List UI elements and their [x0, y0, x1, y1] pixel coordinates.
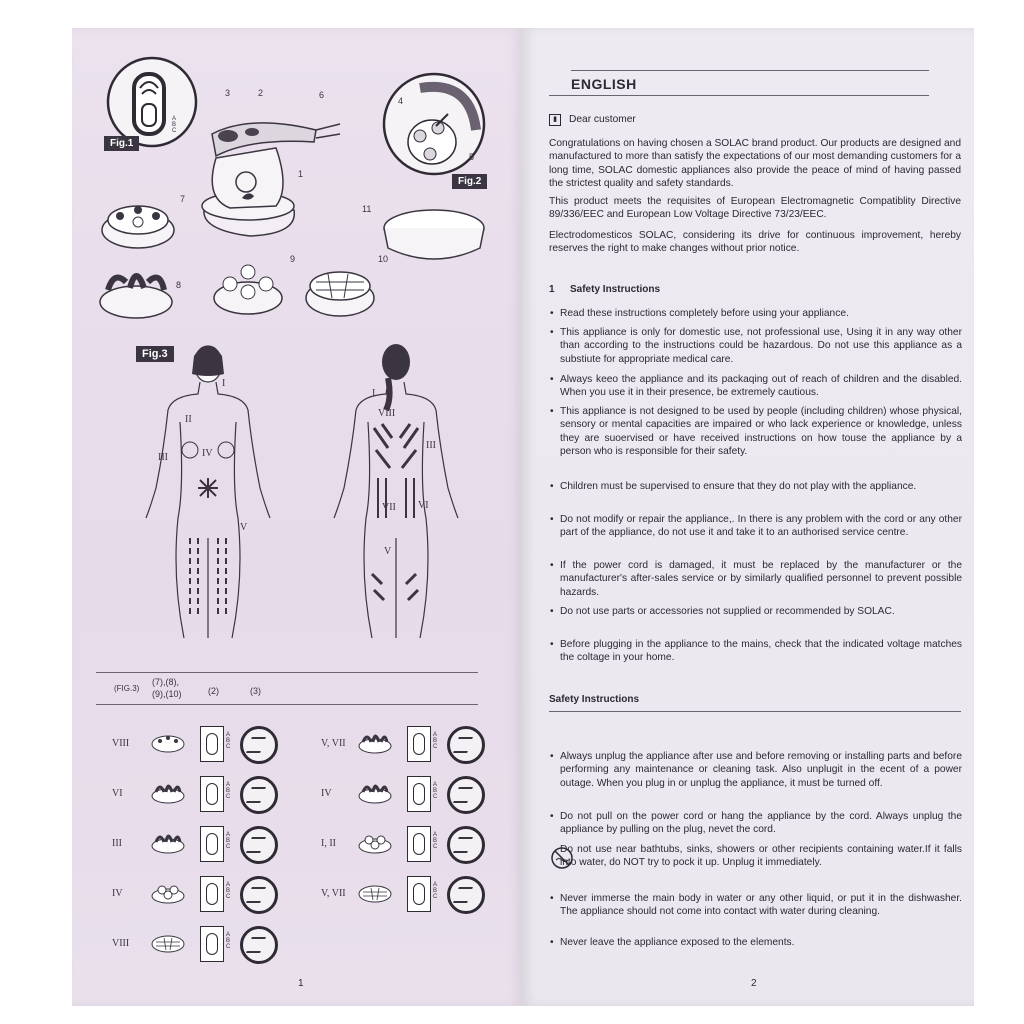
table-left-column	[72, 726, 297, 986]
safety-bullet: • Always unplug the appliance after use and before removing or installing parts and before performing any maintenance or cleaning task. Also unplugit in the ecent of a power outage. When you plug in or unplug the appliance, it must be turned off.	[560, 750, 962, 790]
body-back-zone-iii: III	[426, 440, 436, 451]
table-row	[297, 876, 522, 916]
page-title: ENGLISH	[571, 76, 637, 92]
greeting: Dear customer	[569, 114, 636, 125]
abc-label: A B C	[226, 882, 231, 900]
body-back-zone-viii: VIII	[378, 408, 396, 419]
intro-paragraph-3: Electrodomesticos SOLAC, considering its drive for continuous improvement, hereby reserves the right to make changes without prior notice.	[549, 230, 961, 255]
callout-6: 6	[319, 90, 325, 100]
abc-label: A B C	[433, 782, 438, 800]
fig2-illustration	[380, 70, 486, 182]
table-row	[72, 826, 297, 866]
body-front-illustration	[128, 338, 288, 658]
title-bottom-rule	[549, 95, 929, 96]
callout-3: 3	[225, 88, 231, 98]
safety-bullet: • Never immerse the main body in water or any other liquid, or put it in the dishwasher. The appliance should not come into contact with water during cleaning.	[560, 892, 962, 919]
body-back-zone-v: V	[384, 546, 392, 557]
fig1-label: Fig.1	[104, 136, 139, 151]
table-row	[72, 726, 297, 766]
safety-bullet: • Always keeo the appliance and its packaqing out of reach of children and the disabled. When you use it in their presence, be extremely cautious.	[560, 373, 962, 400]
fig3-label: Fig.3	[136, 346, 174, 362]
attachment-7-thumb	[150, 730, 186, 754]
heat-disc-icon	[447, 726, 485, 764]
safety-bullet: • Read these instructions completely before using your appliance.	[560, 307, 962, 320]
intro-paragraph-1: Congratulations on having chosen a SOLAC brand product. Our products are designed and manufactured to more than satisfy the expectations of our most demanding customers for a long time, SOLAC domestic appliances also provide the peace of mind of having passed the strictest quality and safety standards.	[549, 138, 961, 189]
row-zone-label: V, VII	[321, 738, 346, 749]
abc-label: A B C	[226, 782, 231, 800]
callout-7: 7	[180, 194, 186, 204]
speed-switch-icon	[200, 726, 224, 762]
intro-paragraph-2: This product meets the requisites of European Electromagnetic Compatiblity Directive 89/336/EEC and European Low Voltage Directive 73/23/EEC.	[549, 196, 961, 221]
heat-disc-icon	[447, 776, 485, 814]
table-row	[297, 726, 522, 766]
book-icon: ▮	[549, 114, 561, 126]
table-row	[297, 776, 522, 816]
safety-bullet: • Never leave the appliance exposed to the elements.	[560, 936, 962, 949]
ring-11-illustration	[378, 200, 488, 274]
attachment-10-illustration	[302, 260, 382, 320]
speed-switch-icon	[407, 726, 431, 762]
callout-9: 9	[290, 254, 296, 264]
attachment-8-thumb	[357, 780, 393, 804]
page-number-right: 2	[751, 978, 757, 989]
section1-title: Safety Instructions	[570, 284, 661, 295]
body-front-zone-iv: IV	[202, 448, 213, 459]
heat-disc-icon	[240, 826, 278, 864]
body-front-zone-i: I	[222, 378, 226, 389]
table-row	[72, 876, 297, 916]
attachment-9-thumb	[357, 830, 393, 854]
row-zone-label: VIII	[112, 938, 130, 949]
callout-4: 4	[398, 96, 404, 106]
callout-5: 5	[469, 152, 475, 162]
attachment-9-thumb	[150, 880, 186, 904]
heat-disc-icon	[447, 876, 485, 914]
abc-label: A B C	[433, 882, 438, 900]
heat-disc-icon	[240, 926, 278, 964]
page-number-left: 1	[298, 978, 304, 989]
abc-label: A B C	[226, 732, 231, 750]
speed-switch-icon	[200, 826, 224, 862]
row-zone-label: I, II	[321, 838, 336, 849]
section2-rule	[549, 711, 961, 712]
attachment-10-thumb	[150, 930, 186, 954]
callout-8: 8	[176, 280, 182, 290]
attachment-9-illustration	[210, 254, 290, 320]
row-zone-label: III	[112, 838, 122, 849]
fig1-abc-label: A B C	[172, 116, 177, 134]
speed-switch-icon	[407, 826, 431, 862]
speed-switch-icon	[407, 876, 431, 912]
section2-title: Safety Instructions	[549, 694, 640, 705]
table-header-fig3: (FIG.3)	[114, 684, 140, 693]
speed-switch-icon	[407, 776, 431, 812]
body-back-zone-i: I	[372, 388, 376, 399]
safety-bullet: • Do not pull on the power cord or hang the appliance by the cord. Always unplug the appliance by pulling on the plug, nevet the cord.	[560, 810, 962, 837]
callout-2: 2	[258, 88, 264, 98]
speed-switch-icon	[200, 776, 224, 812]
right-page	[522, 28, 974, 1006]
table-header-attachments: (7),(8), (9),(10)	[152, 677, 182, 699]
body-front-zone-iii: III	[158, 452, 168, 463]
section1-number: 1	[549, 284, 555, 295]
body-back-zone-vii: VII	[382, 502, 396, 513]
heat-disc-icon	[240, 776, 278, 814]
attachment-8-illustration	[96, 260, 186, 320]
attachment-8-thumb	[357, 730, 393, 754]
attachment-7-illustration	[98, 194, 188, 252]
row-zone-label: VIII	[112, 738, 130, 749]
fig2-label: Fig.2	[452, 174, 487, 189]
attachment-8-thumb	[150, 780, 186, 804]
abc-label: A B C	[433, 832, 438, 850]
callout-11: 11	[362, 204, 372, 214]
table-row	[72, 926, 297, 966]
body-front-zone-ii: II	[185, 414, 192, 425]
table-header-rule	[96, 704, 478, 705]
abc-label: A B C	[433, 732, 438, 750]
safety-bullet: • Children must be supervised to ensure that they do not play with the appliance.	[560, 480, 962, 493]
massager-device-illustration	[190, 98, 350, 248]
row-zone-label: V, VII	[321, 888, 346, 899]
safety-bullet: • Before plugging in the appliance to the mains, check that the indicated voltage matches the coltage in your home.	[560, 638, 962, 665]
safety-bullet: • If the power cord is damaged, it must be replaced by the manufacturer or the manufacturer's after-sales service or by similarly qualified personnel to prevent possible hazards.	[560, 559, 962, 599]
heat-disc-icon	[447, 826, 485, 864]
safety-bullet: • Do not use parts or accessories not supplied or recommended by SOLAC.	[560, 605, 962, 618]
table-row	[297, 826, 522, 866]
title-top-rule	[571, 70, 929, 71]
safety-bullet: • This appliance is not designed to be used by people (including children) whose physical, sensory or mental capacities are impaired or who lack experience or knowledge, unless they are suoervised or have received instructions on how touse the appliance by a person who is responsible for their safety.	[560, 405, 962, 458]
body-back-zone-vi: VI	[418, 500, 429, 511]
table-header-2: (2)	[208, 686, 219, 696]
speed-switch-icon	[200, 926, 224, 962]
table-row	[72, 776, 297, 816]
table-header-3: (3)	[250, 686, 261, 696]
body-back-illustration	[316, 338, 476, 658]
callout-1: 1	[298, 169, 304, 179]
attachment-8-thumb	[150, 830, 186, 854]
abc-label: A B C	[226, 832, 231, 850]
warning-water-text: Do not use near bathtubs, sinks, showers or other recipients containing water.If it falls into water, do NOT try to pock it up. Unplug it immediately.	[560, 844, 962, 869]
row-zone-label: VI	[112, 788, 123, 799]
row-zone-label: IV	[321, 788, 332, 799]
row-zone-label: IV	[112, 888, 123, 899]
heat-disc-icon	[240, 876, 278, 914]
left-page	[72, 28, 522, 1006]
safety-bullet: • This appliance is only for domestic use, not professional use, Using it in any way other than according to the instructions could be hazardous. Do not use this appliance as a substiute for appropriate medical care.	[560, 326, 962, 366]
callout-10: 10	[378, 254, 389, 264]
speed-switch-icon	[200, 876, 224, 912]
abc-label: A B C	[226, 932, 231, 950]
attachment-10-thumb	[357, 880, 393, 904]
safety-bullet: • Do not modify or repair the appliance,. In there is any problem with the cord or any other part of the appliance, do not use it and take it to an authorised service centre.	[560, 513, 962, 540]
body-front-zone-v: V	[240, 522, 248, 533]
table-right-column	[297, 726, 522, 936]
table-top-rule	[96, 672, 478, 673]
heat-disc-icon	[240, 726, 278, 764]
